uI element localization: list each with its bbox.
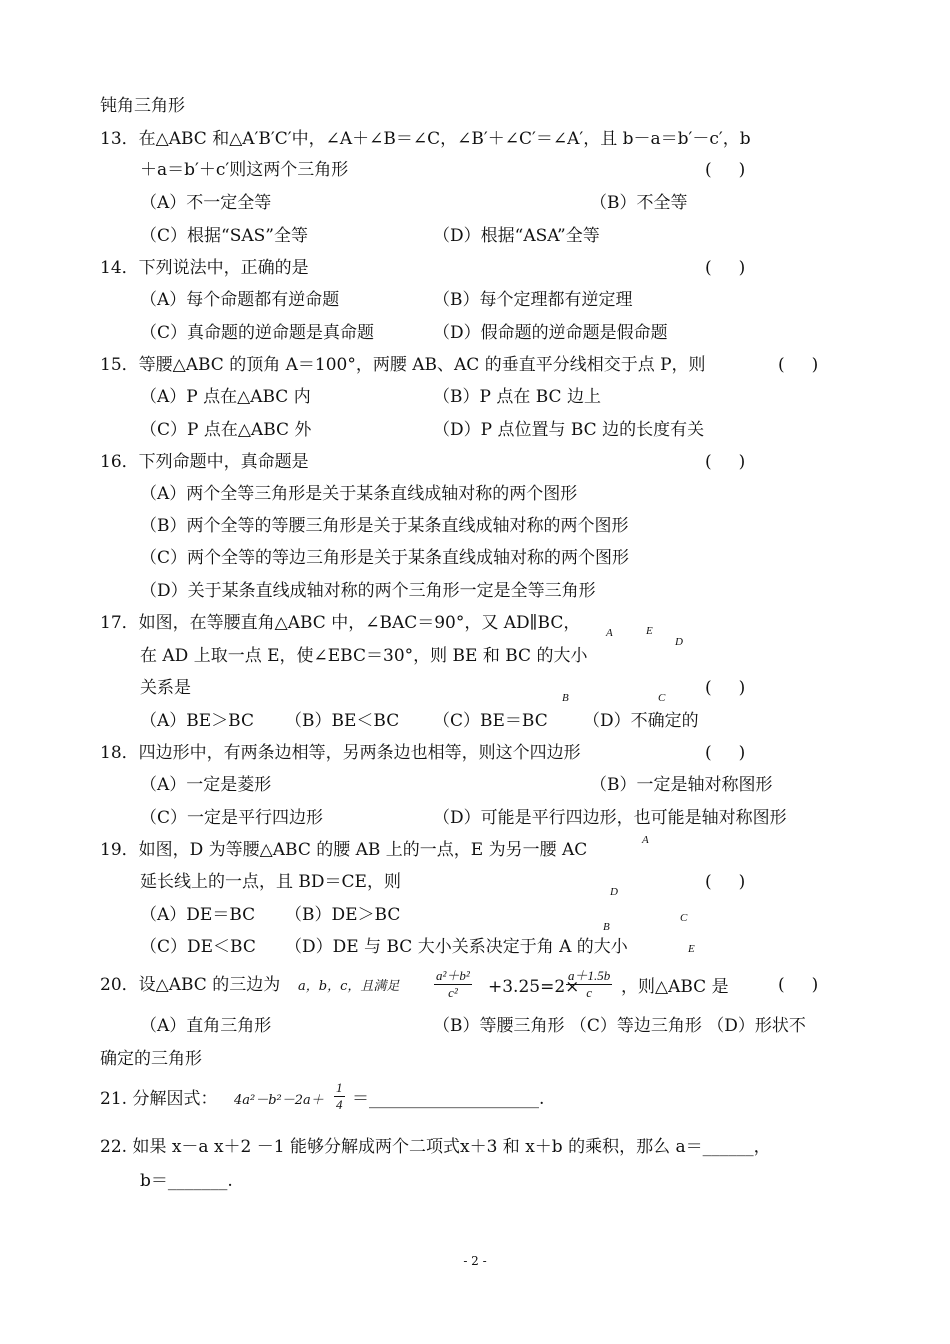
q19-option-b: （B）DE＞BC [285,905,401,925]
q20-fraction-2-den: c [586,985,593,1000]
q16-option-c: （C）两个全等的等边三角形是关于某条直线成轴对称的两个图形 [140,548,630,568]
q15-option-d: （D）P 点位置与 BC 边的长度有关 [433,420,705,440]
q17-option-b: （B）BE＜BC [285,711,400,731]
fig19-label-b: B [603,921,610,933]
q14-option-b: （B）每个定理都有逆定理 [433,290,633,310]
q18-option-a: （A）一定是菱形 [140,775,272,795]
q13-option-a: （A）不一定全等 [140,193,272,213]
q17-stem: 17．如图，在等腰直角△ABC 中，∠BAC＝90°，又 AD∥BC， [100,613,581,633]
q20-stem: 20．设△ABC 的三边为 [100,975,281,995]
fig17-label-b: B [562,692,569,704]
q14-answer-blank: ( ) [705,258,746,278]
q18-option-c: （C）一定是平行四边形 [140,808,324,828]
q21-answer-blank: ＝____________________. [352,1089,545,1109]
q19-option-c: （C）DE＜BC [140,937,256,957]
q21-fraction-den: 4 [336,1097,343,1112]
q13-option-d: （D）根据“ASA”全等 [433,226,600,246]
q14-option-c: （C）真命题的逆命题是真命题 [140,323,375,343]
q13-option-c: （C）根据“SAS”全等 [140,226,308,246]
q17-option-a: （A）BE＞BC [140,711,254,731]
q13-stem-cont: ＋a＝b′＋c′则这两个三角形 [140,160,349,180]
q18-answer-blank: ( ) [705,743,746,763]
fig17-label-e: E [646,625,653,637]
q16-option-b: （B）两个全等的等腰三角形是关于某条直线成轴对称的两个图形 [140,516,629,536]
q13-stem: 13．在△ABC 和△A′B′C′中，∠A＋∠B＝∠C，∠B′＋∠C′＝∠A′，且 b－a＝b′－c′，b [100,129,751,149]
q15-stem: 15．等腰△ABC 的顶角 A＝100°，两腰 AB、AC 的垂直平分线相交于点 P，则 [100,355,706,375]
fig19-label-c: C [680,912,688,924]
fig19-label-a: A [642,834,649,846]
q17-option-c: （C）BE＝BC [433,711,548,731]
q20-fraction-2 [566,968,612,1001]
q19-answer-blank: ( ) [705,872,746,892]
q18-option-d: （D）可能是平行四边形，也可能是轴对称图形 [433,808,787,828]
q21-expression: 4a²－b²－2a＋ [234,1093,324,1108]
q17-option-d: （D）不确定的 [583,711,699,731]
q15-option-c: （C）P 点在△ABC 外 [140,420,312,440]
q22-stem: 22. 如果 x－a x＋2 －1 能够分解成两个二项式x＋3 和 x＋b 的乘积，那么 a＝______， [100,1137,771,1157]
q21-fraction-num: 1 [336,1080,343,1095]
q21-stem: 21. 分解因式： [100,1089,218,1109]
q18-stem: 18．四边形中，有两条边相等，另两条边也相等，则这个四边形 [100,743,581,763]
q20-fraction-1-num: a²＋b² [436,968,470,983]
q20-fraction-2-num: a＋1.5b [568,968,611,983]
q20-answer-blank: ( ) [778,975,819,995]
q17-stem-cont2: 关系是 [140,678,191,698]
q15-option-a: （A）P 点在△ABC 内 [140,387,311,407]
q16-option-d: （D）关于某条直线成轴对称的两个三角形一定是全等三角形 [140,581,596,601]
q13-option-b: （B）不全等 [590,193,688,213]
q20-fraction-1-den: c² [448,985,458,1000]
q19-option-a: （A）DE＝BC [140,905,256,925]
q14-stem: 14．下列说法中，正确的是 [100,258,309,278]
q20-equation-mid: +3.25=2× [488,977,580,997]
q14-option-d: （D）假命题的逆命题是假命题 [433,323,668,343]
fig19-label-e: E [688,943,695,955]
q20-stem-end: ，则△ABC 是 [621,977,729,997]
q20-options-cont: 确定的三角形 [100,1049,202,1069]
q14-option-a: （A）每个命题都有逆命题 [140,290,340,310]
fig17-label-c: C [658,692,666,704]
page-number: - 2 - [463,1254,487,1268]
q19-stem: 19．如图，D 为等腰△ABC 的腰 AB 上的一点，E 为另一腰 AC [100,840,588,860]
fig17-label-a: A [606,627,613,639]
q19-option-d: （D）DE 与 BC 大小关系决定于角 A 的大小 [285,937,628,957]
q20-option-a: （A）直角三角形 [140,1016,272,1036]
q16-answer-blank: ( ) [705,452,746,472]
q15-answer-blank: ( ) [778,355,819,375]
fig17-label-d: D [675,636,683,648]
continued-option-text: 钝角三角形 [100,96,185,116]
q15-option-b: （B）P 点在 BC 边上 [433,387,601,407]
q18-option-b: （B）一定是轴对称图形 [590,775,773,795]
q20-fraction-1 [434,968,472,1001]
q17-stem-cont: 在 AD 上取一点 E，使∠EBC＝30°，则 BE 和 BC 的大小 [140,646,588,666]
q16-option-a: （A）两个全等三角形是关于某条直线成轴对称的两个图形 [140,484,578,504]
q16-stem: 16．下列命题中，真命题是 [100,452,309,472]
q17-answer-blank: ( ) [705,678,746,698]
q20-sides: a，b，c，且满足 [298,979,400,994]
q22-stem-cont: b＝_______. [140,1171,233,1191]
q19-stem-cont: 延长线上的一点，且 BD＝CE，则 [140,872,401,892]
q13-answer-blank: ( ) [705,160,746,180]
fig19-label-d: D [610,886,618,898]
q20-options-bcd: （B）等腰三角形 （C）等边三角形 （D）形状不 [433,1016,806,1036]
q21-fraction [334,1080,345,1113]
